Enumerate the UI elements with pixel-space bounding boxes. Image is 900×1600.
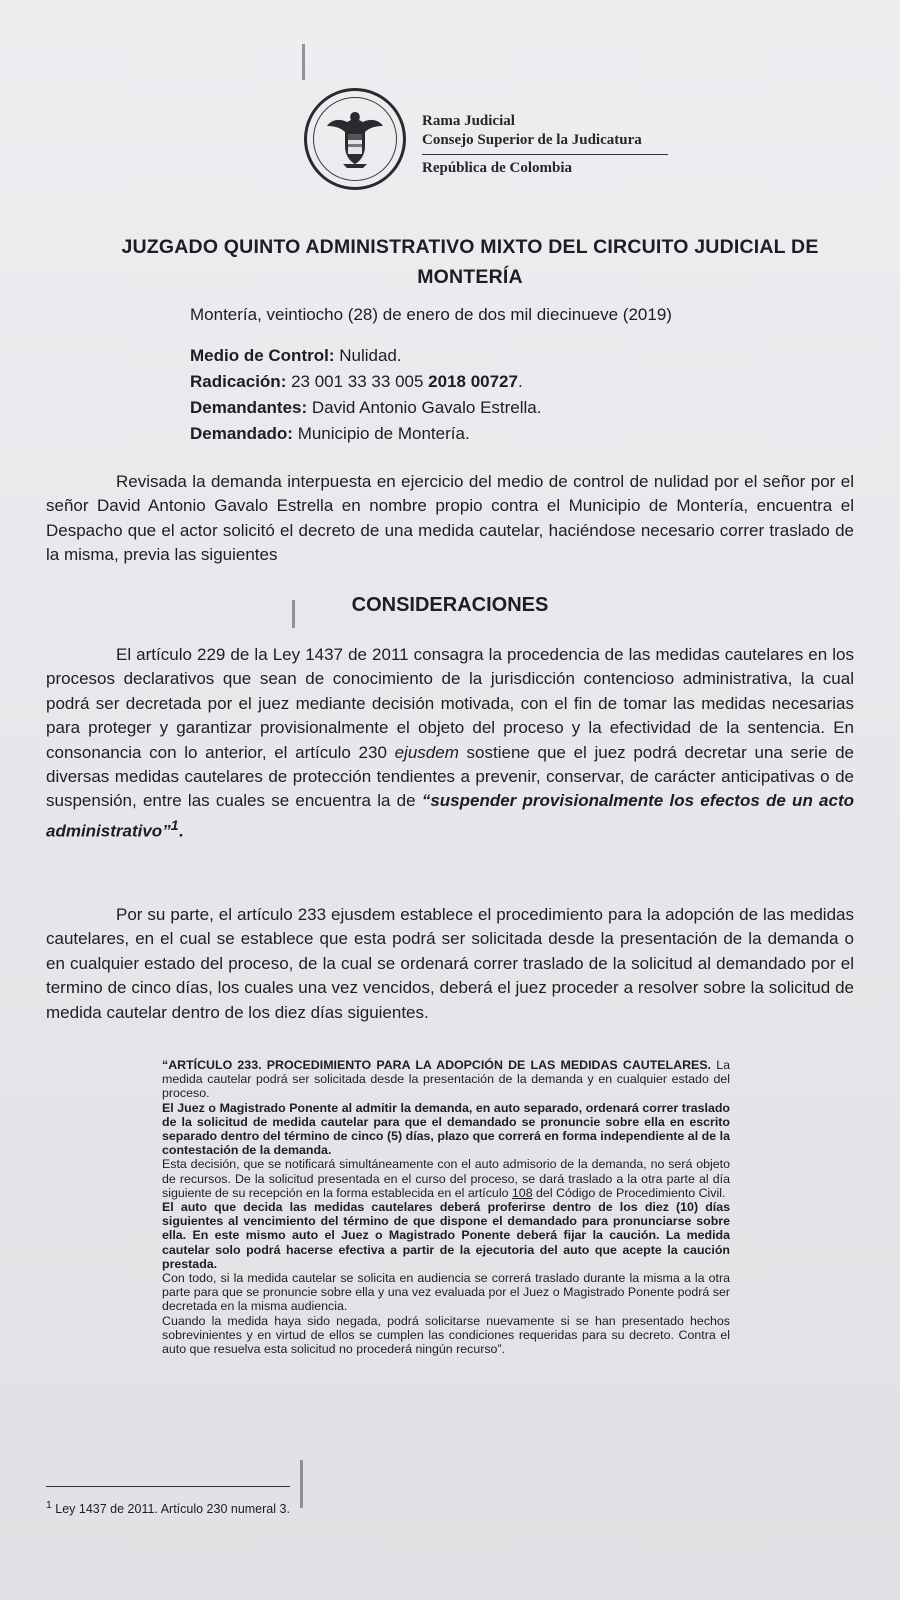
case-info: [190, 343, 542, 447]
quote-p3-text-b: del Código de Procedimiento Civil.: [532, 1185, 726, 1200]
medio-label: Medio de Control:: [190, 346, 335, 365]
quote-heading: “ARTÍCULO 233. PROCEDIMIENTO PARA LA ADOPCIÓN DE LAS MEDIDAS CAUTELARES.: [162, 1058, 711, 1072]
quote-paragraph-1: [162, 1058, 730, 1101]
article-108-link[interactable]: 108: [511, 1185, 533, 1200]
condor-shield-icon: [325, 108, 385, 170]
demandado-label: Demandado:: [190, 424, 293, 443]
medio-row: [190, 343, 542, 369]
demandantes-label: Demandantes:: [190, 398, 308, 417]
footnote-text: Ley 1437 de 2011. Artículo 230 numeral 3.: [51, 1502, 290, 1517]
article-233-quote: [162, 1058, 730, 1356]
intro-paragraph: Revisada la demanda interpuesta en ejercicio del medio de control de nulidad por el señor por el señor David Antonio Gavalo Estrella en nombre propio contra el Municipio de Montería, encuentra el Despacho que el actor solicitó el decreto de una medida cautelar, haciéndose necesario correr traslado de la misma, previa las siguientes: [46, 472, 854, 565]
quote-paragraph-2: [162, 1101, 730, 1158]
quote-paragraph-3: [162, 1157, 730, 1200]
footnote-reference: 1: [170, 817, 179, 834]
court-title-line-1: JUZGADO QUINTO ADMINISTRATIVO MIXTO DEL CIRCUITO JUDICIAL DE: [121, 236, 819, 258]
para1-italic: ejusdem: [394, 742, 459, 762]
quote-p2-text: El Juez o Magistrado Ponente al admitir la demanda, en auto separado, ordenará correr traslado de la solicitud de medida cautelar para que el demandado se pronuncie sobre ella en escrito separado dentro del término de cinco (5) días, plazo que correrá en forma independiente al de la contestación de la demanda.: [162, 1100, 730, 1158]
considerations-paragraph-1: [46, 643, 854, 844]
court-title-line-2: MONTERÍA: [417, 266, 523, 288]
demandantes-value: David Antonio Gavalo Estrella.: [307, 398, 542, 417]
para1-quoted-phrase: “suspender provisionalmente los efectos de un acto administrativo”: [46, 791, 855, 841]
binding-stitch-bottom: [300, 1460, 303, 1508]
para1-end: .: [178, 821, 184, 841]
considerations-paragraph-2: Por su parte, el artículo 233 ejusdem establece el procedimiento para la adopción de las medidas cautelares, en el cual se establece que esta podrá ser solicitada desde la presentación de la demanda o en cualquier estado del proceso, de la cual se ordenará correr traslado de la solicitud al demandado por el termino de cinco días, los cuales una vez vencidos, deberá el juez proceder a resolver sobre la solicitud de medida cautelar dentro de los diez días siguientes.: [46, 905, 854, 1022]
institution-line-2: Consejo Superior de la Judicatura: [422, 132, 642, 148]
binding-stitch-top: [302, 44, 305, 80]
para1-text-a: El artículo 229 de la Ley 1437 de 2011 consagra la procedencia de las medidas cautelares en los procesos declarativos que sean de conocimiento de la jurisdicción contencioso administrativa, la cual podrá ser decretada por el juez mediante decisión motivada, con el fin de tomar las medidas necesarias para proteger y garantizar provisionalmente el objeto del proceso y la efectividad de la sentencia. En consonancia con lo anterior, el artículo 230: [46, 645, 854, 762]
court-title: [70, 232, 870, 292]
demandado-value: Municipio de Montería.: [292, 424, 470, 443]
coat-of-arms-seal-icon: [304, 88, 406, 190]
considerations-heading: CONSIDERACIONES: [351, 594, 549, 616]
radicacion-number: 23 001 33 33 005: [286, 372, 429, 391]
radicacion-end: .: [517, 372, 523, 391]
quote-p4-text: El auto que decida las medidas cautelares deberá proferirse dentro de los diez (10) días siguientes al vencimiento del término de que dispone el demandado para pronunciarse sobre ella. En este mismo auto el Juez o Magistrado Ponente deberá fijar la caución. La medida cautelar solo podrá hacerse efectiva a partir de la ejecutoria del auto que acepte la caución prestada.: [162, 1200, 730, 1271]
radicacion-label: Radicación:: [190, 372, 287, 391]
institution-line-1: Rama Judicial: [422, 113, 515, 129]
institution-line-3: República de Colombia: [422, 154, 668, 178]
footnote-divider: [46, 1486, 290, 1487]
radicacion-number-bold: 2018 00727: [428, 372, 518, 391]
quote-paragraph-5: Con todo, si la medida cautelar se solicita en audiencia se correrá traslado durante la misma a la otra parte para que se pronuncie sobre ella y una vez evaluada por el Juez o Magistrado Ponente podrá ser decretada en la misma audiencia.: [162, 1271, 730, 1314]
quote-paragraph-4: [162, 1200, 730, 1271]
medio-value: Nulidad.: [334, 346, 402, 365]
date-line: Montería, veintiocho (28) de enero de dos mil diecinueve (2019): [190, 305, 672, 324]
radicacion-row: [190, 369, 542, 395]
letterhead: [304, 88, 684, 198]
footnote-number: 1: [46, 1500, 52, 1511]
demandado-row: [190, 421, 542, 447]
quote-p3-text-a: Esta decisión, que se notificará simultáneamente con el auto admisorio de la demanda, no será objeto de recursos. De la solicitud presentada en el curso del proceso, se dará traslado a la otra parte al día siguiente de su recepción en la forma establecida en el artículo: [162, 1157, 730, 1200]
quote-p1-text: La medida cautelar podrá ser solicitada desde la presentación de la demanda y en cualquier estado del proceso.: [162, 1058, 730, 1101]
demandantes-row: [190, 395, 542, 421]
footnote: [46, 1500, 290, 1516]
quote-paragraph-6: Cuando la medida haya sido negada, podrá solicitarse nuevamente si se han presentado hechos sobrevinientes y en virtud de ellos se cumplen las condiciones requeridas para su decreto. Contra el auto que resuelva esta solicitud no procederá ningún recurso”.: [162, 1313, 730, 1357]
para1-text-b: sostiene que el juez podrá decretar una serie de diversas medidas cautelares de protección tendientes a prevenir, conservar, de carácter anticipativas o de suspensión, entre las cuales se encuentra la de: [46, 742, 854, 811]
